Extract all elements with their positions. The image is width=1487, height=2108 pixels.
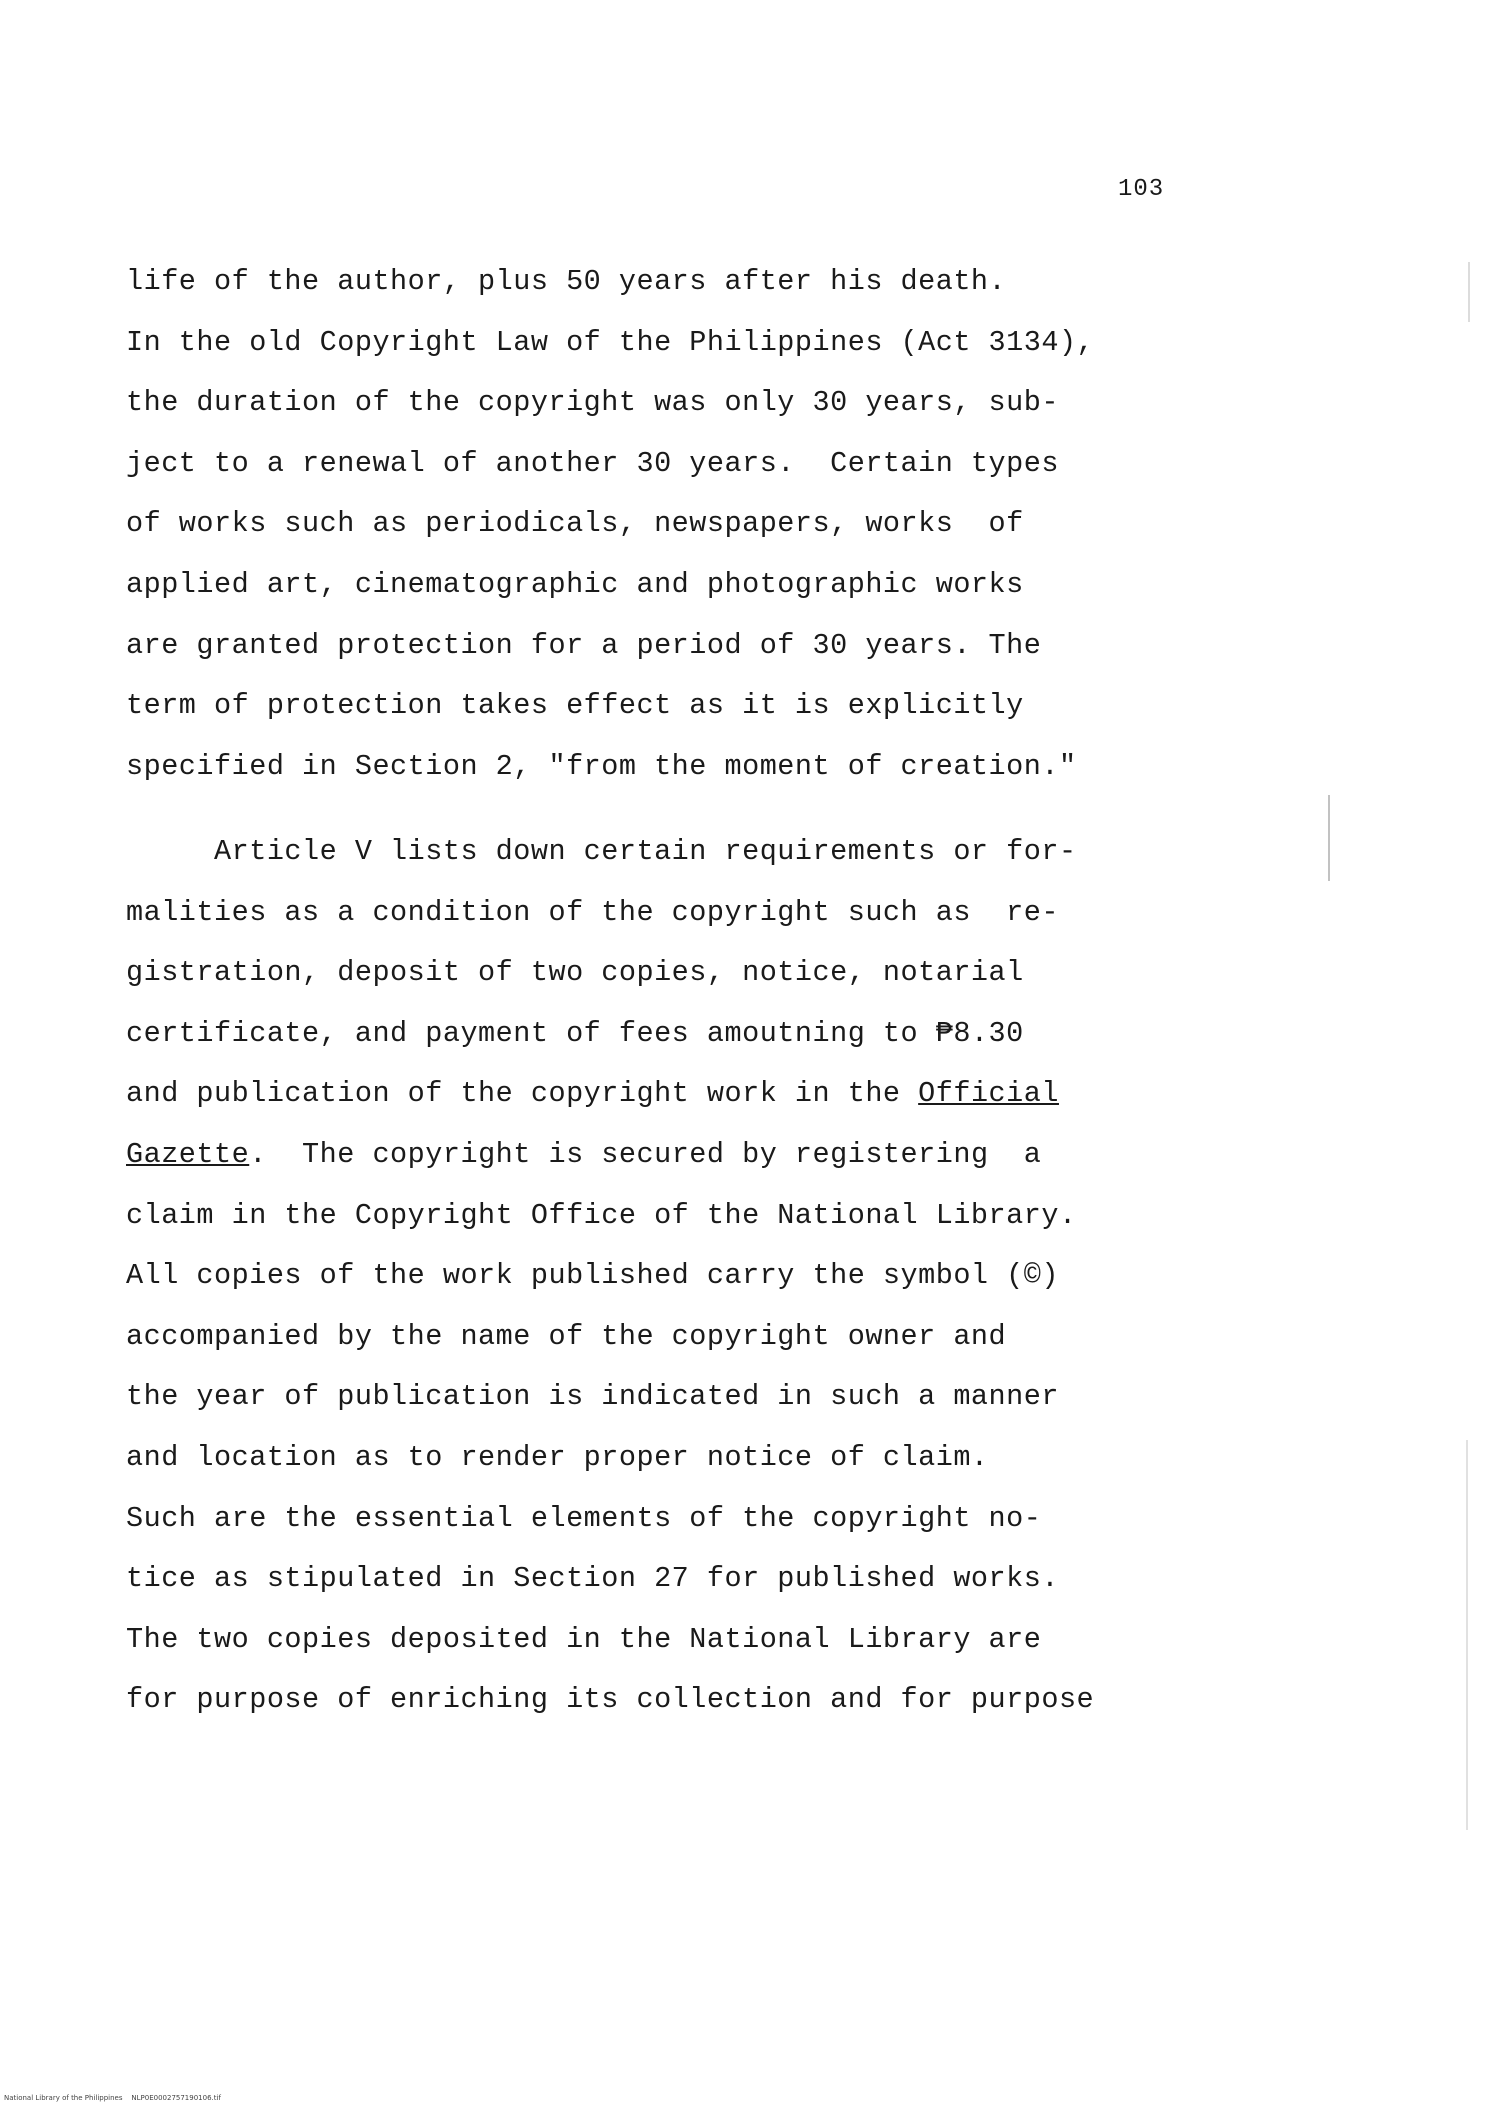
text-line: Such are the essential elements of the copyright no-: [126, 1501, 1042, 1535]
scan-edge-mark: [1328, 795, 1330, 881]
text-line: the year of publication is indicated in such a manner: [126, 1380, 1059, 1414]
text-line: are granted protection for a period of 30 years. The: [126, 628, 1042, 662]
text-line: malities as a condition of the copyright such as re-: [126, 895, 1059, 929]
text-line: certificate, and payment of fees amoutning to ₱8.30: [126, 1016, 1024, 1050]
underlined-official: Official: [918, 1077, 1059, 1111]
text-line: and location as to render proper notice of claim.: [126, 1440, 989, 1474]
text-segment: and publication of the copyright work in the: [126, 1077, 919, 1111]
page-number: 103: [1118, 176, 1165, 203]
text-line: [126, 1125, 1094, 1186]
text-line: The two copies deposited in the National Library are: [126, 1622, 1042, 1656]
text-line: In the old Copyright Law of the Philippines (Act 3134),: [126, 325, 1095, 359]
scan-footer: National Library of the Philippines NLP0E0002757190106.tif: [4, 2094, 221, 2102]
text-line: of works such as periodicals, newspapers, works of: [126, 507, 1024, 541]
text-line: tice as stipulated in Section 27 for published works.: [126, 1562, 1059, 1596]
text-line: accompanied by the name of the copyright owner and: [126, 1319, 1007, 1353]
text-line: Article V lists down certain requirements or for-: [126, 835, 1077, 868]
text-line: applied art, cinematographic and photographic works: [126, 567, 1024, 601]
text-line: the duration of the copyright was only 30 years, sub-: [126, 386, 1059, 420]
text-line: life of the author, plus 50 years after his death.: [126, 265, 1007, 298]
paragraph-1: [126, 252, 1094, 797]
text-line: specified in Section 2, "from the moment of creation.": [126, 749, 1077, 783]
text-line: for purpose of enriching its collection and for purpose: [126, 1683, 1095, 1717]
text-line: term of protection takes effect as it is explicitly: [126, 689, 1024, 723]
scan-edge-mark: [1466, 1440, 1468, 1830]
text-line: All copies of the work published carry the symbol (©): [126, 1259, 1059, 1293]
text-line: ject to a renewal of another 30 years. Certain types: [126, 446, 1059, 480]
text-segment: . The copyright is secured by registering a: [249, 1137, 1042, 1171]
paragraph-2: [126, 822, 1094, 1731]
underlined-gazette: Gazette: [126, 1137, 250, 1171]
text-line: gistration, deposit of two copies, notice, notarial: [126, 956, 1024, 990]
text-line: claim in the Copyright Office of the National Library.: [126, 1198, 1077, 1232]
scan-edge-mark: [1468, 262, 1470, 322]
text-line: [126, 1064, 1094, 1125]
